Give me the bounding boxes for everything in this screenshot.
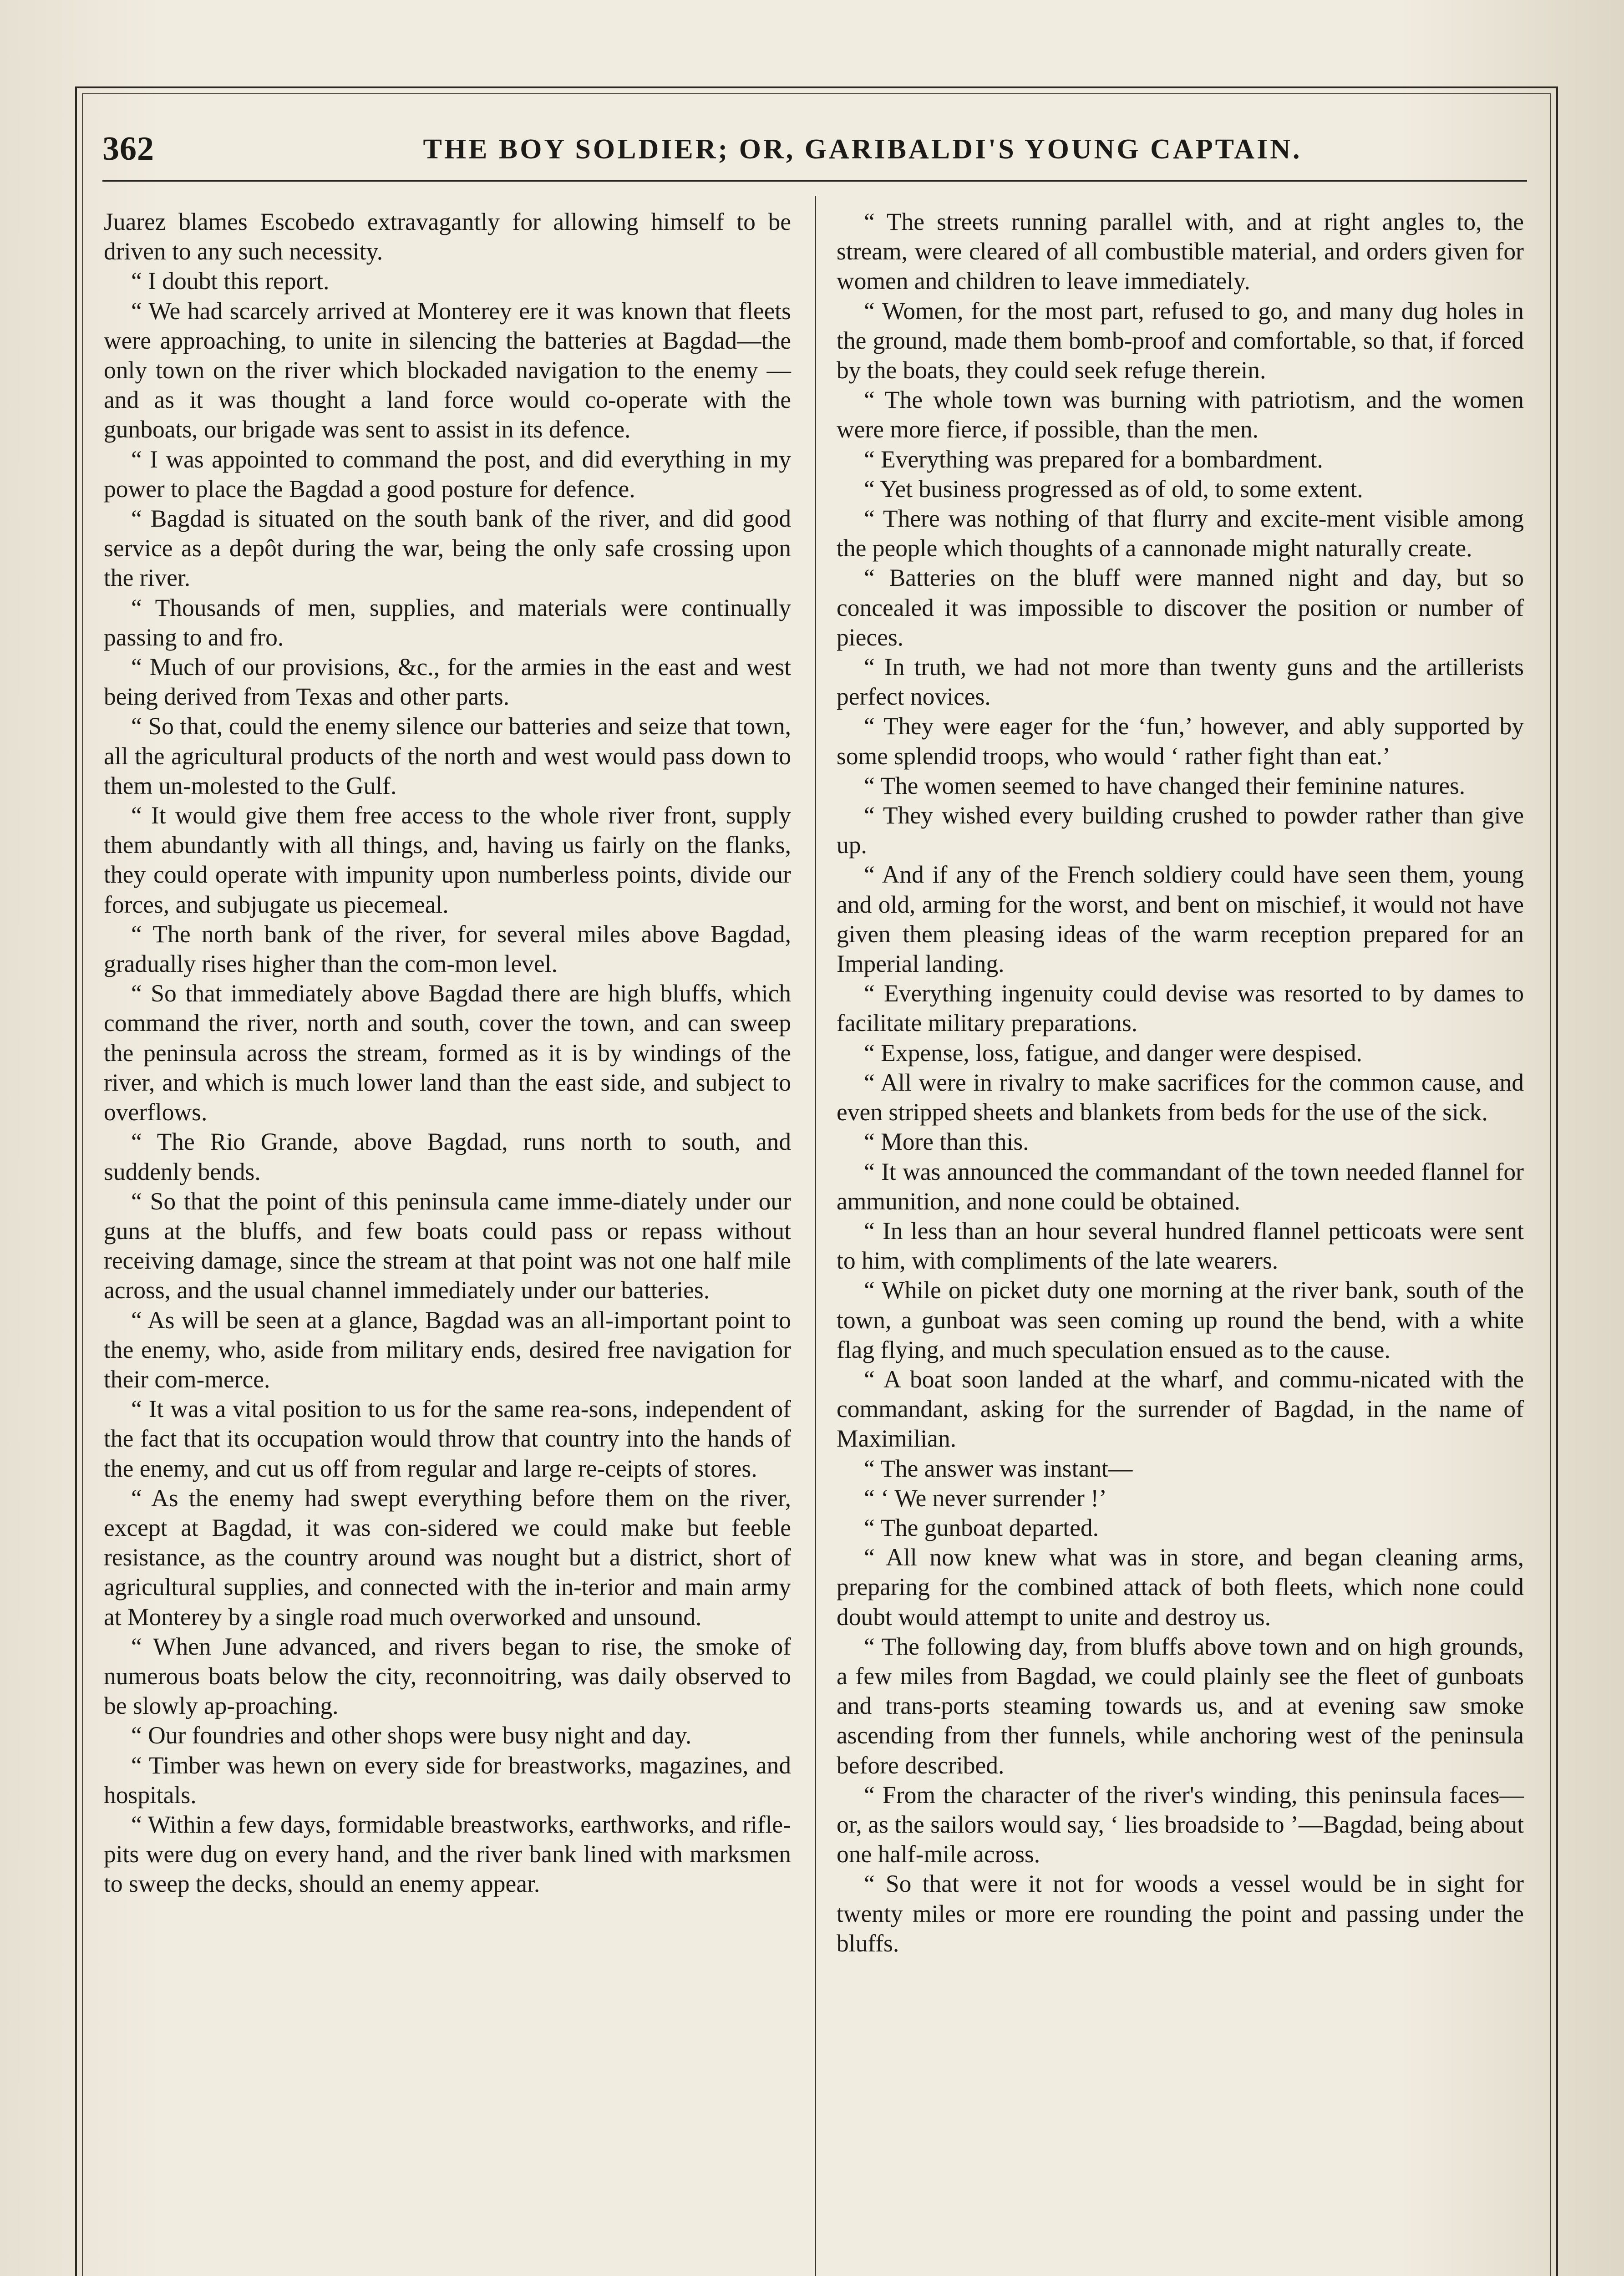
paragraph: “ The whole town was burning with patriotism, and the women were more fierce, if possible, than the men.	[837, 386, 1524, 443]
paragraph: “ Within a few days, formidable breastworks, earthworks, and rifle-pits were dug on every hand, and the river bank lined with marksmen to sweep the decks, should an enemy appear.	[104, 1810, 791, 1898]
paragraph: “ The streets running parallel with, and at right angles to, the stream, were cleared of all combustible material, and orders given for women and children to leave immediately.	[837, 208, 1524, 295]
paragraph: “ And if any of the French soldiery could have seen them, young and old, arming for the worst, and bent on mischief, it would not have given them pleasing ideas of the warm reception prepared for an Imperial landing.	[837, 861, 1524, 978]
paragraph: “ The gunboat departed.	[864, 1514, 1099, 1541]
paragraph: “ In less than an hour several hundred flannel petticoats were sent to him, with compliments of the late wearers.	[837, 1217, 1524, 1275]
page-number: 362	[102, 130, 154, 168]
paragraph: “ They wished every building crushed to powder rather than give up.	[837, 802, 1524, 859]
paragraph: “ A boat soon landed at the wharf, and commu-nicated with the commandant, asking for the surrender of Bagdad, in the name of Maximilian.	[837, 1365, 1524, 1453]
paragraph: “ Expense, loss, fatigue, and danger were despised.	[864, 1039, 1362, 1067]
paragraph: “ Everything ingenuity could devise was resorted to by dames to facilitate military preparations.	[837, 980, 1524, 1037]
paragraph: “ When June advanced, and rivers began to rise, the smoke of numerous boats below the city, reconnoitring, was daily observed to be slowly ap-proaching.	[104, 1632, 791, 1720]
paragraph: “ It was a vital position to us for the same rea-sons, independent of the fact that its occupation would throw that country into the hands of the enemy, and cut us off from regular and large re-ceipts of stores.	[104, 1395, 791, 1482]
paragraph: “ From the character of the river's winding, this peninsula faces—or, as the sailors would say, ‘ lies broadside to ’—Bagdad, being about one half-mile across.	[837, 1781, 1524, 1868]
paragraph: “ Thousands of men, supplies, and materials were continually passing to and fro.	[104, 594, 791, 651]
paragraph: “ The following day, from bluffs above town and on high grounds, a few miles from Bagdad, we could plainly see the fleet of gunboats and trans-ports steaming towards us, and at evening saw smoke ascending from ther funnels, while anchoring west of the peninsula before described.	[837, 1632, 1524, 1779]
paragraph: “ It was announced the commandant of the town needed flannel for ammunition, and none could be obtained.	[837, 1158, 1524, 1215]
paragraph: “ As the enemy had swept everything before them on the river, except at Bagdad, it was con-sidered we could make but feeble resistance, as the country around was nought but a district, short of agricultural supplies, and connected with the in-terior and main army at Monterey by a single road much overworked and unsound.	[104, 1484, 791, 1631]
paragraph: “ Timber was hewn on every side for breastworks, magazines, and hospitals.	[104, 1751, 791, 1809]
running-title: THE BOY SOLDIER; OR, GARIBALDI'S YOUNG CAPTAIN.	[423, 134, 1302, 165]
paragraph: “ Batteries on the bluff were manned night and day, but so concealed it was impossible to discover the position or number of pieces.	[837, 564, 1524, 651]
paragraph: “ The north bank of the river, for several miles above Bagdad, gradually rises higher than the com-mon level.	[104, 920, 791, 978]
paragraph: “ So that immediately above Bagdad there are high bluffs, which command the river, north and south, cover the town, and can sweep the peninsula across the stream, formed as it is by windings of the river, and which is much lower land than the east side, and subject to overflows.	[104, 980, 791, 1126]
paragraph: “ Everything was prepared for a bombardment.	[864, 445, 1323, 473]
paragraph: “ Bagdad is situated on the south bank of the river, and did good service as a depôt during the war, being the only safe crossing upon the river.	[104, 505, 791, 592]
paragraph: “ We had scarcely arrived at Monterey ere it was known that fleets were approaching, to unite in silencing the batteries at Bagdad—the only town on the river which blockaded navigation to the enemy —and as it was thought a land force would co-operate with the gunboats, our brigade was sent to assist in its defence.	[104, 297, 791, 443]
paragraph: “ The answer was instant—	[864, 1454, 1133, 1482]
paragraph: “ As will be seen at a glance, Bagdad was an all-important point to the enemy, who, aside from military ends, desired free navigation for their com-merce.	[104, 1306, 791, 1393]
paragraph: “ They were eager for the ‘fun,’ however, and ably supported by some splendid troops, who would ‘ rather fight than eat.’	[837, 712, 1524, 770]
paragraph: “ All now knew what was in store, and began cleaning arms, preparing for the combined attack of both fleets, which none could doubt would attempt to unite and destroy us.	[837, 1544, 1524, 1631]
paragraph: “ It would give them free access to the whole river front, supply them abundantly with all things, and, having us fairly on the flanks, they could operate with impunity upon numberless points, divide our forces, and subjugate us piecemeal.	[104, 802, 791, 918]
right-column	[837, 207, 1524, 1958]
paragraph: “ So that, could the enemy silence our batteries and seize that town, all the agricultural products of the north and west would pass down to them un-molested to the Gulf.	[104, 712, 791, 799]
left-column	[104, 207, 791, 1899]
paragraph: “ While on picket duty one morning at the river bank, south of the town, a gunboat was seen coming up round the bend, with a white flag flying, and much speculation ensued as to the cause.	[837, 1276, 1524, 1363]
paragraph: “ The Rio Grande, above Bagdad, runs north to south, and suddenly bends.	[104, 1128, 791, 1185]
paragraph: “ So that were it not for woods a vessel would be in sight for twenty miles or more ere rounding the point and passing under the bluffs.	[837, 1870, 1524, 1957]
paragraph: Juarez blames Escobedo extravagantly for allowing himself to be driven to any such necessity.	[104, 208, 791, 265]
paragraph: “ More than this.	[864, 1128, 1029, 1156]
paragraph: “ ‘ We never surrender !’	[864, 1484, 1107, 1512]
paragraph: “ Our foundries and other shops were busy night and day.	[131, 1722, 692, 1749]
paragraph: “ There was nothing of that flurry and excite-ment visible among the people which thoughts of a cannonade might naturally create.	[837, 505, 1524, 562]
paragraph: “ I doubt this report.	[131, 267, 330, 295]
paragraph: “ So that the point of this peninsula came imme-diately under our guns at the bluffs, and few boats could pass or repass without receiving damage, since the stream at that point was not one half mile across, and the usual channel immediately under our batteries.	[104, 1187, 791, 1304]
paragraph: “ Women, for the most part, refused to go, and many dug holes in the ground, made them bomb-proof and comfortable, so that, if forced by the boats, they could seek refuge therein.	[837, 297, 1524, 384]
paragraph: “ All were in rivalry to make sacrifices for the common cause, and even stripped sheets and blankets from beds for the use of the sick.	[837, 1068, 1524, 1126]
paragraph: “ In truth, we had not more than twenty guns and the artillerists perfect novices.	[837, 653, 1524, 711]
page-header	[102, 130, 1527, 182]
paragraph: “ Much of our provisions, &c., for the armies in the east and west being derived from Texas and other parts.	[104, 653, 791, 711]
paragraph: “ Yet business progressed as of old, to some extent.	[864, 475, 1363, 503]
paragraph: “ The women seemed to have changed their feminine natures.	[864, 772, 1466, 799]
paragraph: “ I was appointed to command the post, and did everything in my power to place the Bagdad a good posture for defence.	[104, 445, 791, 503]
column-divider	[815, 196, 816, 2276]
